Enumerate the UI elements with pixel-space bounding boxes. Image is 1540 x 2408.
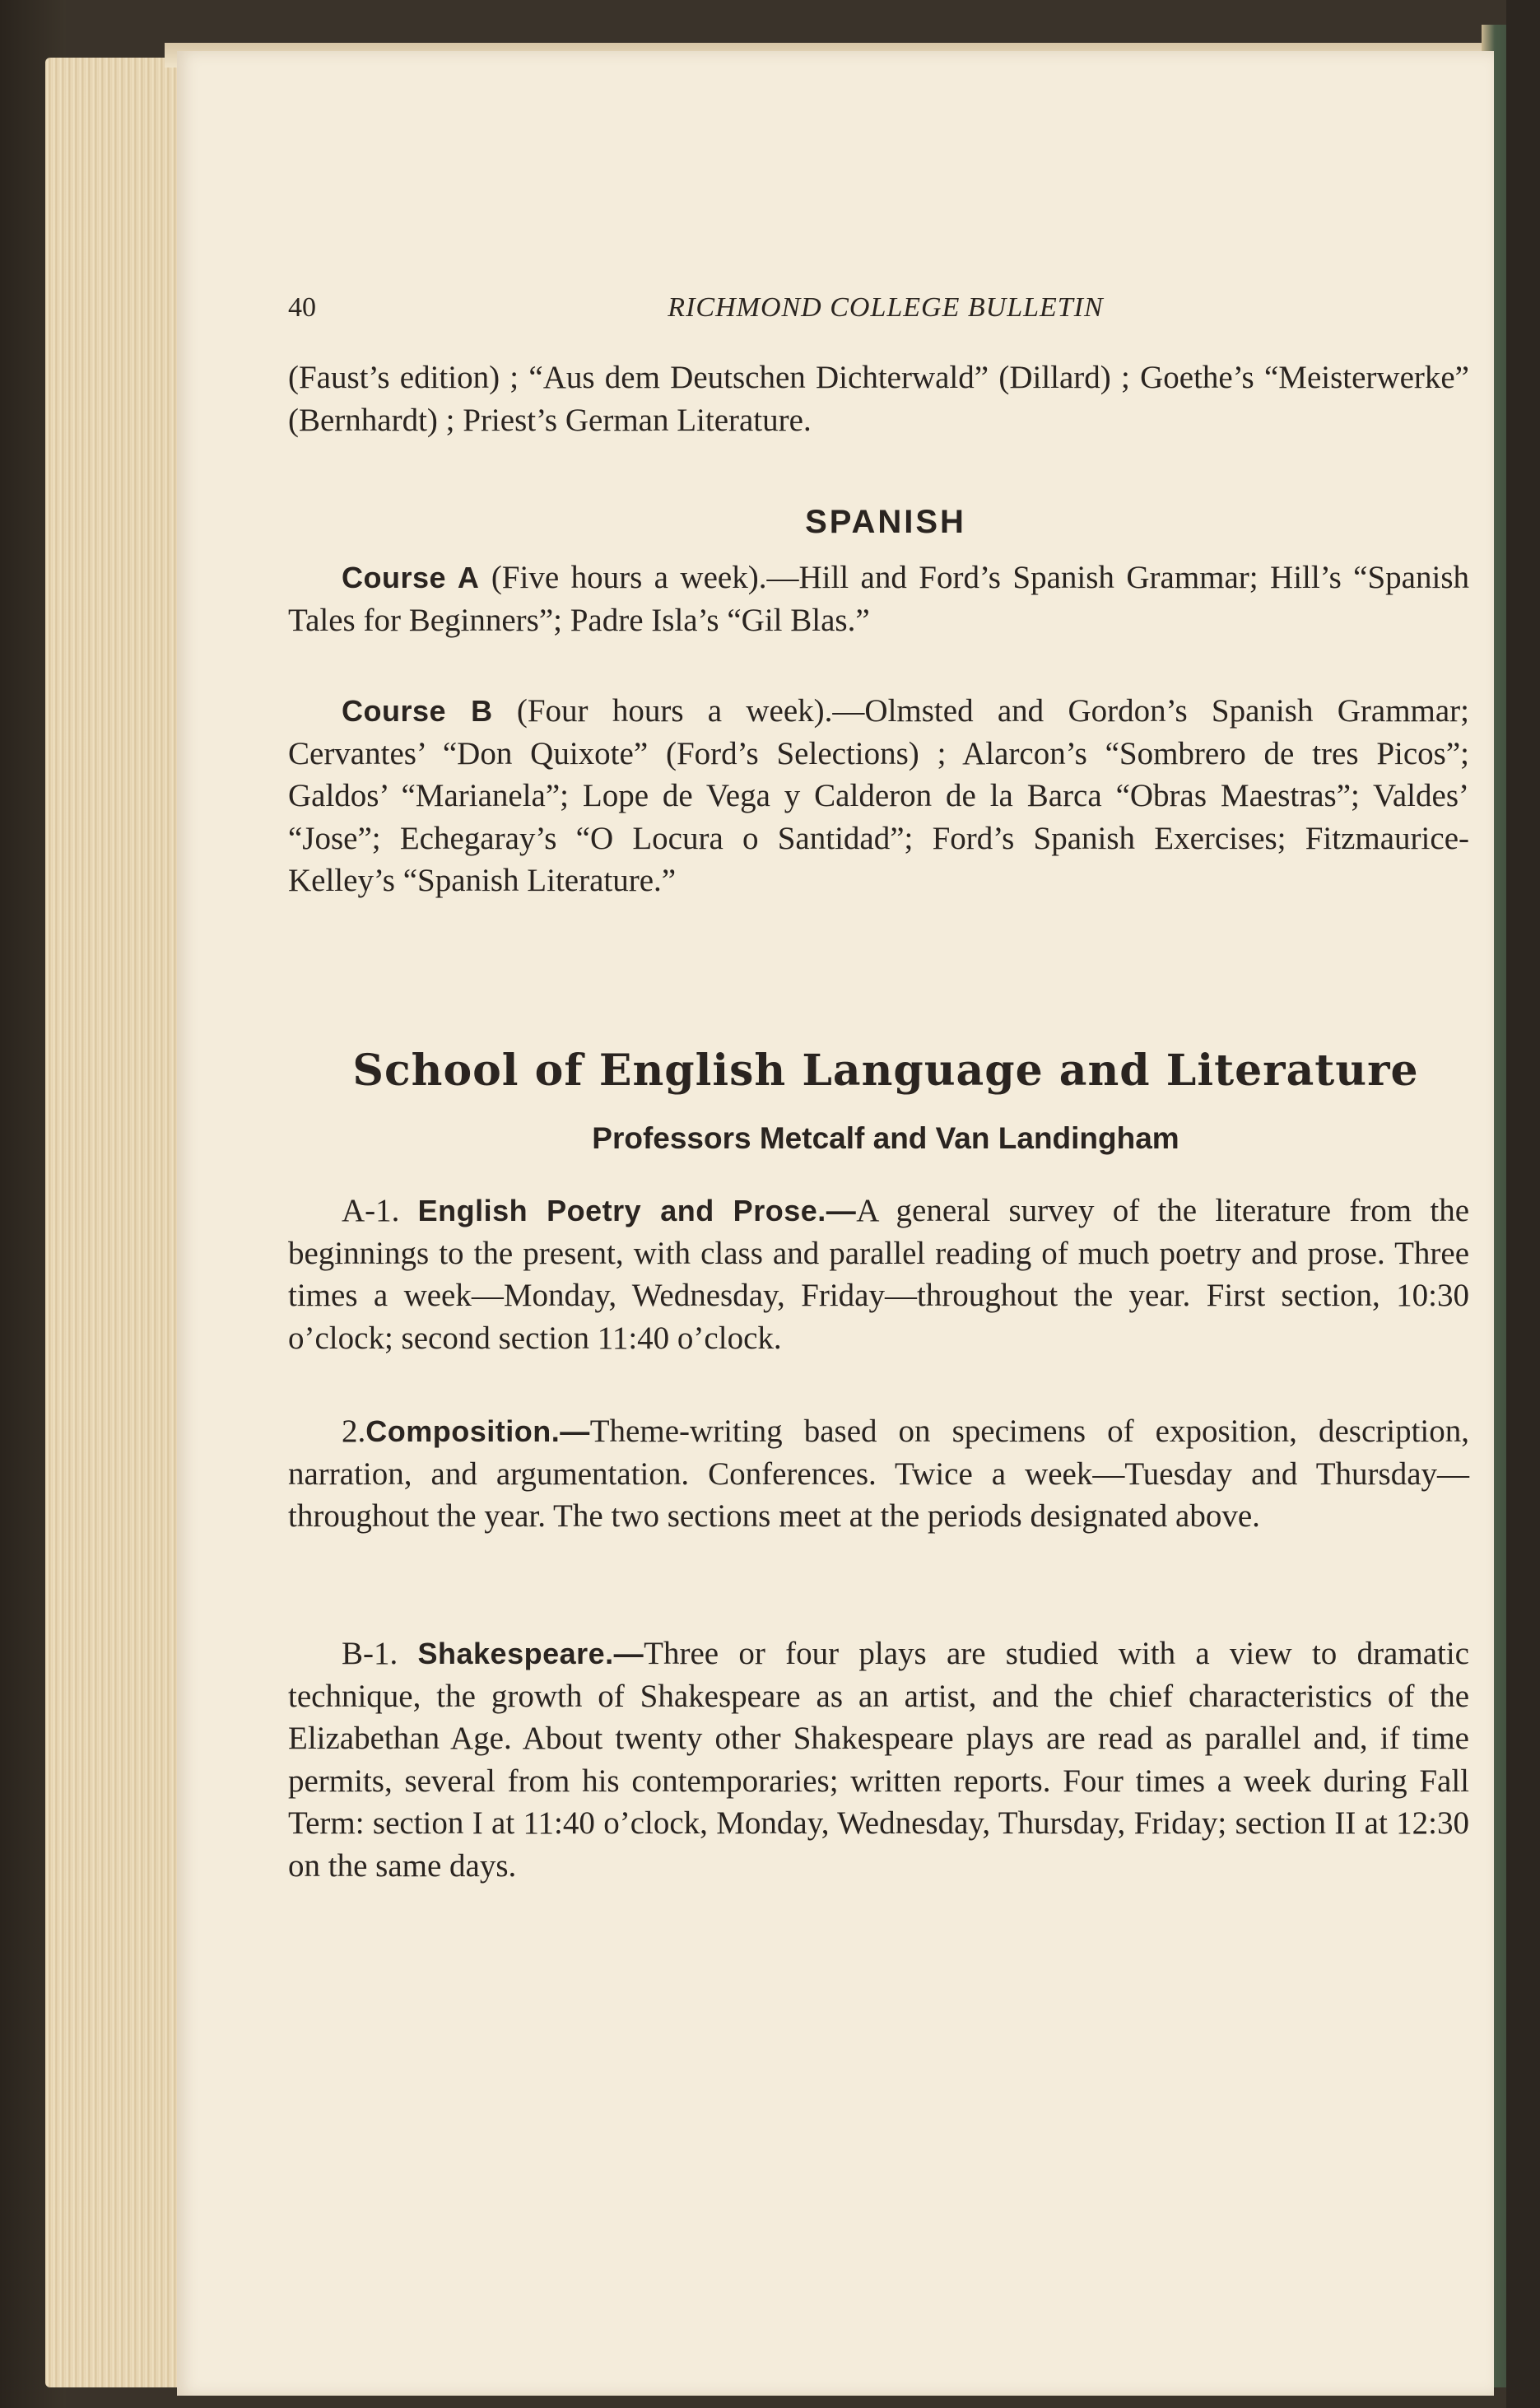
page-number: 40	[288, 292, 316, 323]
course-b-text: (Four hours a week).—Olmsted and Gordon’s Spanish Grammar; Cervantes’ “Don Quixote” (Ford’s Selections) ; Alarcon’s “Sombrero de tres Picos”; Galdos’ “Marianela”; Lope de Vega y Calderon de la Barca “Obras Maestras”; Valdes’ “Jose”; Echegaray’s “O Locura o Santidad”; Ford’s Spanish Exercises; Fitzmaurice-Kelley’s “Spanish Literature.”	[288, 693, 1469, 898]
c2-text: Theme-writing based on specimens of exposition, description, narration, and argumentation. Conferences. Twice a week—Tuesday and Thursday—throughout the year. The two sections meet at the periods designated above.	[288, 1414, 1469, 1534]
a1-text: A general survey of the literature from the beginnings to the present, with class and parallel reading of much poetry and prose. Three times a week—Monday, Wednesday, Friday—throughout the year. First section, 10:30 o’clock; second section 11:40 o’clock.	[288, 1193, 1470, 1356]
english-course-b1	[288, 1633, 1469, 1887]
spanish-heading: SPANISH	[805, 504, 966, 540]
running-head	[288, 292, 1483, 333]
english-course-a1	[288, 1190, 1469, 1359]
spanish-course-b	[288, 690, 1469, 902]
course-a-label: Course A	[342, 561, 480, 594]
c2-label: Composition.—	[365, 1414, 590, 1448]
background-right	[1506, 0, 1540, 2408]
course-a-text: (Five hours a week).—Hill and Ford’s Spanish Grammar; Hill’s “Spanish Tales for Beginners”; Padre Isla’s “Gil Blas.”	[288, 560, 1469, 638]
page-edges	[45, 58, 185, 2387]
a1-label: English Poetry and Prose.—	[417, 1194, 857, 1227]
b1-prefix: B-1.	[342, 1636, 418, 1671]
course-b-label: Course B	[342, 694, 493, 728]
professors-line: Professors Metcalf and Van Landingham	[592, 1121, 1179, 1155]
b1-label: Shakespeare.—	[417, 1637, 644, 1670]
english-course-2	[288, 1410, 1469, 1538]
school-heading: School of English Language and Literature	[352, 1046, 1419, 1096]
text-column	[288, 0, 1483, 2408]
running-head-title: RICHMOND COLLEGE BULLETIN	[668, 292, 1104, 323]
intro-text: (Faust’s edition) ; “Aus dem Deutschen Dichterwald” (Dillard) ; Goethe’s “Meisterwerke” (Bernhardt) ; Priest’s German Literature.	[288, 360, 1469, 438]
c2-prefix: 2.	[342, 1414, 366, 1449]
b1-text: Three or four plays are studied with a view to dramatic technique, the growth of Shakespeare as an artist, and the chief characteristics of the Elizabethan Age. About twenty other Shakespeare plays are read as parallel and, if time permits, several from his contemporaries; written reports. Four times a week during Fall Term: section I at 11:40 o’clock, Monday, Wednesday, Thursday, Friday; section II at 12:30 on the same days.	[288, 1636, 1469, 1884]
spanish-course-a	[288, 557, 1469, 641]
intro-paragraph	[288, 356, 1469, 441]
a1-prefix: A-1.	[342, 1193, 418, 1228]
